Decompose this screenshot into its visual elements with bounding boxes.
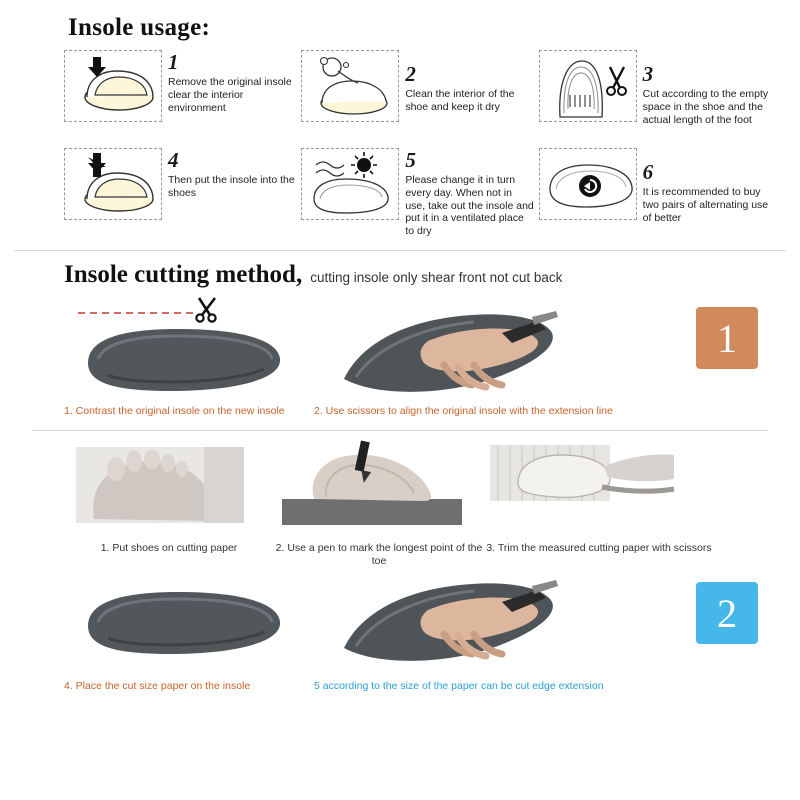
- usage-steps-grid: [64, 50, 772, 240]
- usage-section: [0, 0, 800, 240]
- cutting-section: [0, 251, 800, 694]
- usage-step-6-number: 6: [642, 160, 654, 184]
- usage-step-1-text: Remove the original insole clear the interior environment: [168, 76, 292, 114]
- usage-step-6: [539, 148, 772, 240]
- shoe-insert-insole-icon: [64, 148, 162, 220]
- usage-step-6-text: It is recommended to buy two pairs of alternating use of better: [642, 186, 769, 224]
- usage-step-6-body: [643, 148, 772, 224]
- caption-1-1: 1. Contrast the original insole on the new insole: [64, 405, 285, 417]
- usage-step-3-number: 3: [642, 62, 654, 86]
- caption-2-4: 4. Place the cut size paper on the insole: [64, 680, 251, 693]
- cutting-group-1: [18, 293, 782, 418]
- cutting-header: [64, 261, 782, 289]
- usage-step-4-number: 4: [168, 148, 179, 172]
- insole-dark-icon: [78, 319, 288, 404]
- step-badge-2: 2: [696, 582, 758, 644]
- caption-2-1: 1. Put shoes on cutting paper: [100, 542, 238, 555]
- usage-step-2-body: [405, 50, 534, 114]
- caption-1-2: 2. Use scissors to align the original insole with the extension line: [314, 405, 613, 417]
- caption-2-5: 5 according to the size of the paper can be cut edge extension: [314, 680, 604, 693]
- step-badge-1: 1: [696, 307, 758, 369]
- insole-dark-icon-2: [78, 582, 288, 667]
- section-divider-2: [32, 430, 768, 431]
- usage-step-5-text: Please change it in turn every day. When not in use, take out the insole and put it in a ventilated place to dry: [405, 174, 534, 238]
- shoe-remove-insole-icon: [64, 50, 162, 122]
- shoe-clean-icon: [301, 50, 399, 122]
- usage-step-4-body: [168, 148, 297, 200]
- cutting-subtitle: cutting insole only shear front not cut back: [310, 270, 563, 285]
- usage-step-2-number: 2: [405, 62, 416, 86]
- usage-step-2: [301, 50, 534, 142]
- usage-step-5-number: 5: [405, 148, 416, 172]
- insole-rotate-icon: [539, 148, 637, 220]
- foot-on-paper-icon: [64, 439, 260, 536]
- insole-scissors-icon: [539, 50, 637, 122]
- usage-step-3: [539, 50, 772, 142]
- usage-step-1-number: 1: [168, 50, 179, 74]
- usage-step-5-body: [405, 148, 534, 238]
- usage-title: Insole usage:: [68, 14, 211, 41]
- usage-step-3-text: Cut according to the empty space in the shoe and the actual length of the foot: [642, 88, 769, 126]
- scissors-trim-paper-icon: [484, 439, 680, 536]
- insole-dry-sun-icon: [301, 148, 399, 220]
- usage-step-5: [301, 148, 534, 240]
- usage-step-4-text: Then put the insole into the shoes: [168, 174, 295, 199]
- usage-step-1: [64, 50, 297, 142]
- usage-step-2-text: Clean the interior of the shoe and keep it dry: [405, 88, 515, 113]
- cutting-title: Insole cutting method,: [64, 261, 303, 288]
- caption-2-2: 2. Use a pen to mark the longest point of the toe: [275, 542, 483, 568]
- caption-2-3: 3. Trim the measured cutting paper with scissors: [486, 542, 712, 555]
- usage-step-3-body: [643, 50, 772, 126]
- usage-step-4: [64, 148, 297, 240]
- hand-cutting-insole-icon-2: [332, 576, 562, 677]
- pen-marking-foot-icon: [274, 439, 470, 536]
- cutting-group-2-top: [18, 439, 782, 568]
- hand-cutting-insole-icon: [332, 307, 562, 408]
- usage-step-1-body: [168, 50, 297, 114]
- cutting-group-2-bottom: [18, 576, 782, 693]
